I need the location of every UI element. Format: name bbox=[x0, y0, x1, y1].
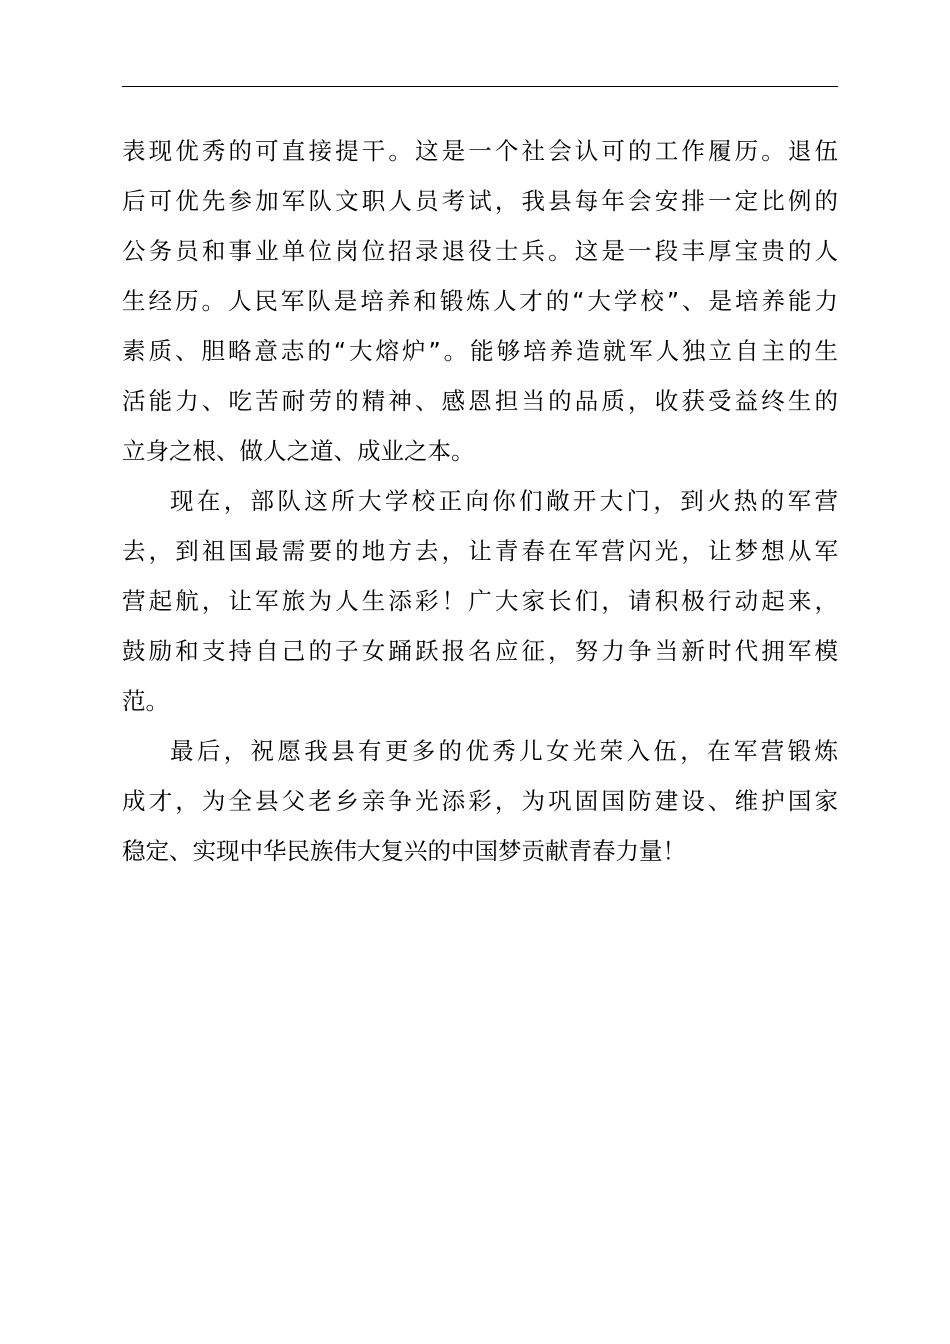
text-line: 去，到祖国最需要的地方去，让青春在军营闪光，让梦想从军 bbox=[122, 537, 838, 565]
text-line: 成才，为全县父老乡亲争光添彩，为巩固国防建设、维护国家 bbox=[122, 787, 838, 815]
header-rule bbox=[122, 86, 838, 87]
paragraph-start-line: 现在，部队这所大学校正向你们敞开大门，到火热的军营 bbox=[170, 487, 838, 515]
text-line: 后可优先参加军队文职人员考试，我县每年会安排一定比例的 bbox=[122, 187, 838, 215]
text-line: 活能力、吃苦耐劳的精神、感恩担当的品质，收获受益终生的 bbox=[122, 387, 838, 415]
text-line: 表现优秀的可直接提干。这是一个社会认可的工作履历。退伍 bbox=[122, 137, 838, 165]
text-line: 素质、胆略意志的“大熔炉”。能够培养造就军人独立自主的生 bbox=[122, 337, 838, 365]
text-line: 生经历。人民军队是培养和锻炼人才的“大学校”、是培养能力 bbox=[122, 287, 838, 315]
text-line: 范。 bbox=[122, 687, 169, 715]
text-line: 稳定、实现中华民族伟大复兴的中国梦贡献青春力量！ bbox=[122, 837, 686, 865]
text-line: 营起航，让军旅为人生添彩！广大家长们，请积极行动起来， bbox=[122, 587, 838, 615]
text-line: 立身之根、做人之道、成业之本。 bbox=[122, 437, 475, 465]
body-text bbox=[122, 126, 838, 876]
text-line: 公务员和事业单位岗位招录退役士兵。这是一段丰厚宝贵的人 bbox=[122, 237, 838, 265]
paragraph-start-line: 最后，祝愿我县有更多的优秀儿女光荣入伍，在军营锻炼 bbox=[170, 737, 838, 765]
text-line: 鼓励和支持自己的子女踊跃报名应征，努力争当新时代拥军模 bbox=[122, 637, 838, 665]
